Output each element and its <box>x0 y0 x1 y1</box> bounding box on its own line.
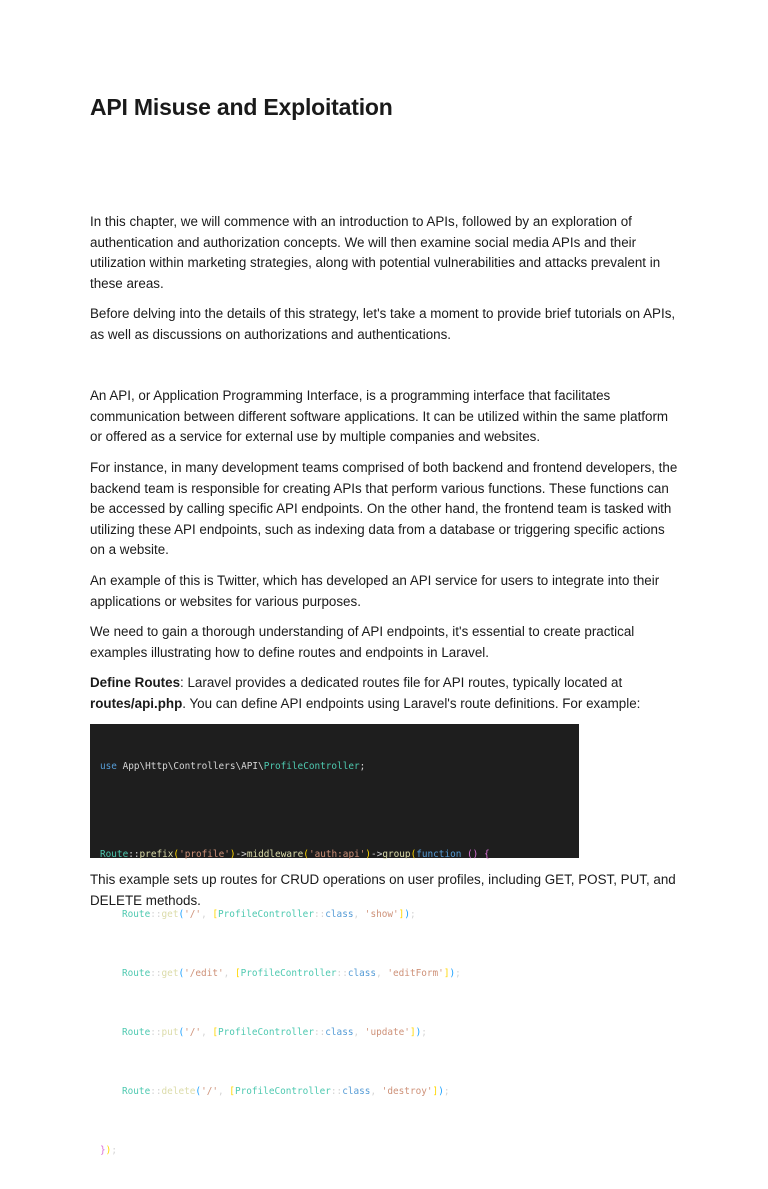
code-line-route-get-show: Route::get('/', [ProfileController::class, 'show']); <box>122 908 416 920</box>
page-title: API Misuse and Exploitation <box>90 94 393 120</box>
paragraph-teams: For instance, in many development teams comprised of both backend and frontend developers, the backend team is responsible for creating APIs that perform various functions. These functions can be accessed by calling specific API endpoints. On the other hand, the frontend team is tasked with utilizing these API endpoints, such as indexing data from a database or triggering specific actions on a website. <box>90 460 678 557</box>
routes-file-path: routes/api.php <box>90 695 183 711</box>
paragraph-api-definition: An API, or Application Programming Interface, is a programming interface that facilitates communication between different software applications. It can be utilized within the same platform or offered as a service for external use by multiple companies and websites. <box>90 388 669 444</box>
paragraph-intro: In this chapter, we will commence with an introduction to APIs, followed by an exploration of authentication and authorization concepts. We will then examine social media APIs and their utilization within marketing strategies, along with potential vulnerabilities and attacks prevalent in these areas. <box>90 214 661 291</box>
define-routes-label: Define Routes <box>90 675 181 690</box>
code-line-use: use App\Http\Controllers\API\ProfileController; <box>100 760 366 772</box>
define-routes-text-1: : Laravel provides a dedicated routes file for API routes, typically located at <box>180 675 623 690</box>
define-routes-text-2: . You can define API endpoints using Laravel's route definitions. For example: <box>182 695 641 711</box>
paragraph-twitter: An example of this is Twitter, which has developed an API service for users to integrate into their applications or websites for various purposes. <box>90 573 660 609</box>
paragraph-define-routes <box>90 673 682 714</box>
paragraph-crud-summary: This example sets up routes for CRUD operations on user profiles, including GET, POST, PUT, and DELETE methods. <box>90 872 676 908</box>
code-line-route-delete: Route::delete('/', [ProfileController::class, 'destroy']); <box>122 1086 450 1098</box>
code-line-blank <box>100 804 579 819</box>
code-line-route-group: Route::prefix('profile')->middleware('auth:api')->group(function () { <box>100 849 490 861</box>
code-line-route-put: Route::put('/', [ProfileController::class, 'update']); <box>122 1026 427 1038</box>
code-line-closing: }); <box>100 1145 117 1157</box>
paragraph-endpoints: We need to gain a thorough understanding of API endpoints, it's essential to create practical examples illustrating how to define routes and endpoints in Laravel. <box>90 624 635 660</box>
code-line-route-get-edit: Route::get('/edit', [ProfileController::class, 'editForm']); <box>122 967 461 979</box>
paragraph-tutorials: Before delving into the details of this strategy, let's take a moment to provide brief tutorials on APIs, as well as discussions on authorizations and authentications. <box>90 306 676 342</box>
